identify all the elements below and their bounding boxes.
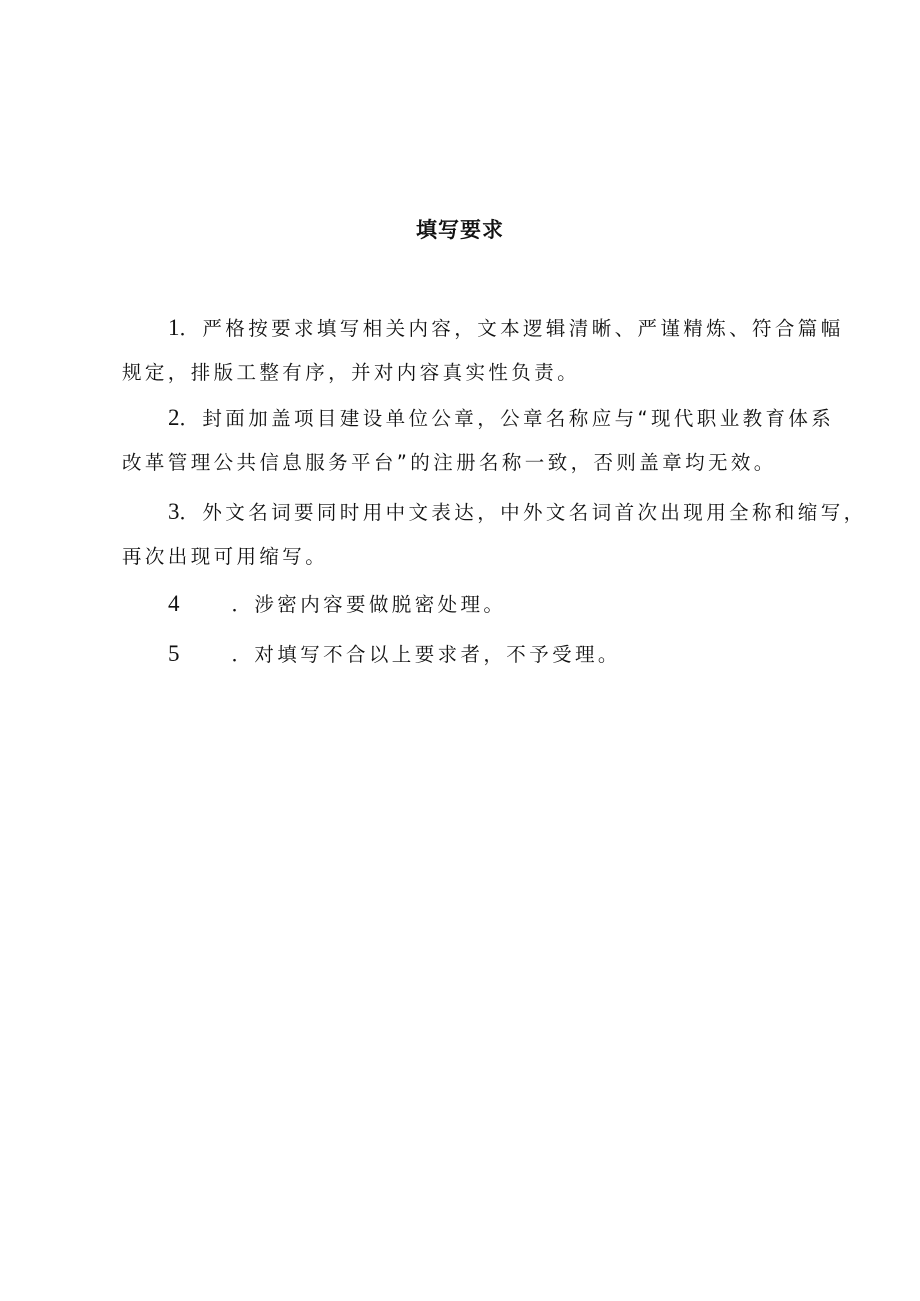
item-text: ．外文名词要同时用中文表达，中外文名词首次出现用全称和缩写，	[179, 501, 867, 524]
item-number: 3	[168, 499, 180, 524]
item-number: 4	[168, 591, 180, 616]
item-text: ．严格按要求填写相关内容，文本逻辑清晰、严谨精炼、符合篇幅	[179, 317, 844, 340]
requirement-line	[122, 490, 867, 535]
item-text: ．封面加盖项目建设单位公章，公章名称应与“现代职业教育体系	[179, 407, 835, 430]
requirement-item-4	[122, 582, 842, 627]
item-number: 2	[168, 405, 180, 430]
requirement-line	[122, 582, 842, 627]
page-title: 填写要求	[416, 218, 504, 242]
requirement-item-5	[122, 632, 842, 677]
requirement-item-2	[122, 396, 842, 485]
requirement-item-3	[122, 490, 867, 579]
item-text: ．涉密内容要做脱密处理。	[231, 593, 507, 616]
item-text-continuation: 改革管理公共信息服务平台”的注册名称一致，否则盖章均无效。	[122, 451, 777, 474]
item-number: 1	[168, 315, 180, 340]
item-text: ．对填写不合以上要求者，不予受理。	[231, 643, 621, 666]
requirement-item-1	[122, 306, 842, 395]
item-text-continuation: 再次出现可用缩写。	[122, 545, 329, 568]
item-text-continuation: 规定，排版工整有序，并对内容真实性负责。	[122, 361, 581, 384]
requirement-line	[122, 306, 842, 351]
requirement-line	[122, 632, 842, 677]
item-number: 5	[168, 641, 180, 666]
requirement-line	[122, 396, 842, 441]
